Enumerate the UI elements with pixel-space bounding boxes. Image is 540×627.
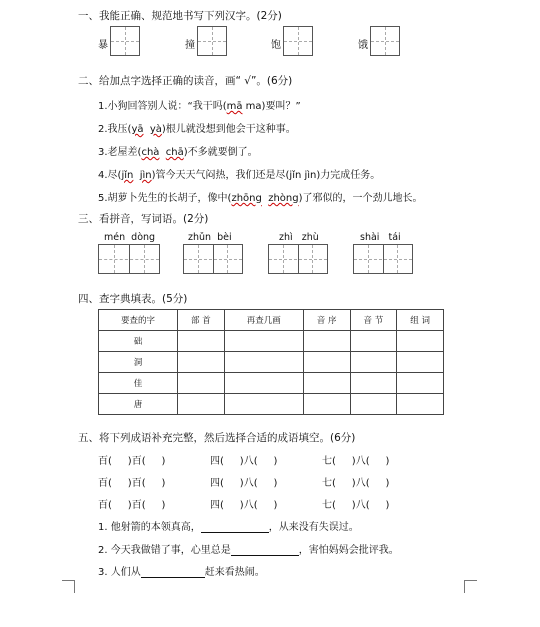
idiom-1-1[interactable]: 百( )百( ) xyxy=(98,456,166,467)
answer-cell[interactable] xyxy=(224,394,303,415)
q3-title: 三、看拼音，写词语。(2分) xyxy=(78,213,209,225)
q2-item-5: 5.胡萝卜先生的长胡子，像中(zhōng zhòng)了邪似的，一个劲儿地长。 xyxy=(98,193,423,204)
idiom-3-1[interactable]: 百( )百( ) xyxy=(98,500,166,511)
answer-cell[interactable] xyxy=(350,331,397,352)
idiom-3-3[interactable]: 七( )八( ) xyxy=(322,500,390,511)
lookup-char: 佳 xyxy=(99,373,178,394)
col-header: 部 首 xyxy=(178,310,225,331)
q2-item-1: 1.小狗回答别人说：“我干吗(mā ma)要叫？” xyxy=(98,101,301,112)
table-row xyxy=(99,331,444,352)
table-row xyxy=(99,352,444,373)
lookup-char: 唐 xyxy=(99,394,178,415)
pinyin-2: zhǔn bèi xyxy=(188,232,232,243)
answer-cell[interactable] xyxy=(303,352,350,373)
fill-blank-1[interactable] xyxy=(201,522,269,533)
pinyin-4: shài tái xyxy=(360,232,401,243)
answer-cell[interactable] xyxy=(224,331,303,352)
answer-cell[interactable] xyxy=(178,352,225,373)
writing-box-3[interactable] xyxy=(283,26,313,56)
q2-item-2: 2.我压(yā yà)根儿就没想到他会干这种事。 xyxy=(98,124,296,135)
answer-cell[interactable] xyxy=(224,373,303,394)
q1-char-1: 暴 xyxy=(98,40,108,51)
fill-sentence-1: 1. 他射箭的本领真高， ，从来没有失误过。 xyxy=(98,522,359,533)
pinyin-3: zhì zhù xyxy=(279,232,319,243)
word-box-2[interactable] xyxy=(183,244,243,274)
q1-title: 一、我能正确、规范地书写下列汉字。(2分) xyxy=(78,10,282,22)
q5-title: 五、将下列成语补充完整，然后选择合适的成语填空。(6分) xyxy=(78,432,356,444)
fill-sentence-2: 2. 今天我做错了事，心里总是 ，害怕妈妈会批评我。 xyxy=(98,545,399,556)
col-header: 要查的字 xyxy=(99,310,178,331)
q1-char-2: 撞 xyxy=(185,40,195,51)
writing-box-1[interactable] xyxy=(110,26,140,56)
answer-cell[interactable] xyxy=(303,394,350,415)
word-box-4[interactable] xyxy=(353,244,413,274)
col-header: 再查几画 xyxy=(224,310,303,331)
answer-cell[interactable] xyxy=(350,352,397,373)
idiom-1-3[interactable]: 七( )八( ) xyxy=(322,456,390,467)
q1-char-3: 饱 xyxy=(271,40,281,51)
answer-cell[interactable] xyxy=(350,394,397,415)
writing-box-4[interactable] xyxy=(370,26,400,56)
answer-cell[interactable] xyxy=(178,394,225,415)
q2-title: 二、给加点字选择正确的读音，画“ √”。(6分) xyxy=(78,75,293,87)
table-row xyxy=(99,373,444,394)
page-corner-mark-left xyxy=(62,580,75,593)
col-header: 音 节 xyxy=(350,310,397,331)
idiom-3-2[interactable]: 四( )八( ) xyxy=(210,500,278,511)
pinyin-1: mén dòng xyxy=(104,232,156,243)
answer-cell[interactable] xyxy=(397,373,444,394)
answer-cell[interactable] xyxy=(303,331,350,352)
writing-box-2[interactable] xyxy=(197,26,227,56)
answer-cell[interactable] xyxy=(178,331,225,352)
answer-cell[interactable] xyxy=(397,352,444,373)
col-header: 音 序 xyxy=(303,310,350,331)
answer-cell[interactable] xyxy=(303,373,350,394)
answer-cell[interactable] xyxy=(397,394,444,415)
fill-blank-2[interactable] xyxy=(231,545,299,556)
page-corner-mark-right xyxy=(464,580,477,593)
dictionary-table xyxy=(98,309,444,415)
table-header-row xyxy=(99,310,444,331)
word-box-3[interactable] xyxy=(268,244,328,274)
fill-sentence-3: 3. 人们从 赶来看热闹。 xyxy=(98,567,265,578)
idiom-1-2[interactable]: 四( )八( ) xyxy=(210,456,278,467)
lookup-char: 础 xyxy=(99,331,178,352)
q4-title: 四、查字典填表。(5分) xyxy=(78,293,188,305)
answer-cell[interactable] xyxy=(350,373,397,394)
answer-cell[interactable] xyxy=(178,373,225,394)
idiom-2-1[interactable]: 百( )百( ) xyxy=(98,478,166,489)
fill-blank-3[interactable] xyxy=(141,567,205,578)
q1-char-4: 饿 xyxy=(358,40,368,51)
q2-item-3: 3.老屋差(chà chā)不多就要倒了。 xyxy=(98,147,258,158)
col-header: 组 词 xyxy=(397,310,444,331)
idiom-2-3[interactable]: 七( )八( ) xyxy=(322,478,390,489)
q2-item-4: 4.尽(jǐn jìn)管今天天气闷热，我们还是尽(jǐn jìn)力完成任务。 xyxy=(98,170,381,181)
answer-cell[interactable] xyxy=(397,331,444,352)
word-box-1[interactable] xyxy=(98,244,160,274)
idiom-2-2[interactable]: 四( )八( ) xyxy=(210,478,278,489)
answer-cell[interactable] xyxy=(224,352,303,373)
lookup-char: 洞 xyxy=(99,352,178,373)
table-row xyxy=(99,394,444,415)
